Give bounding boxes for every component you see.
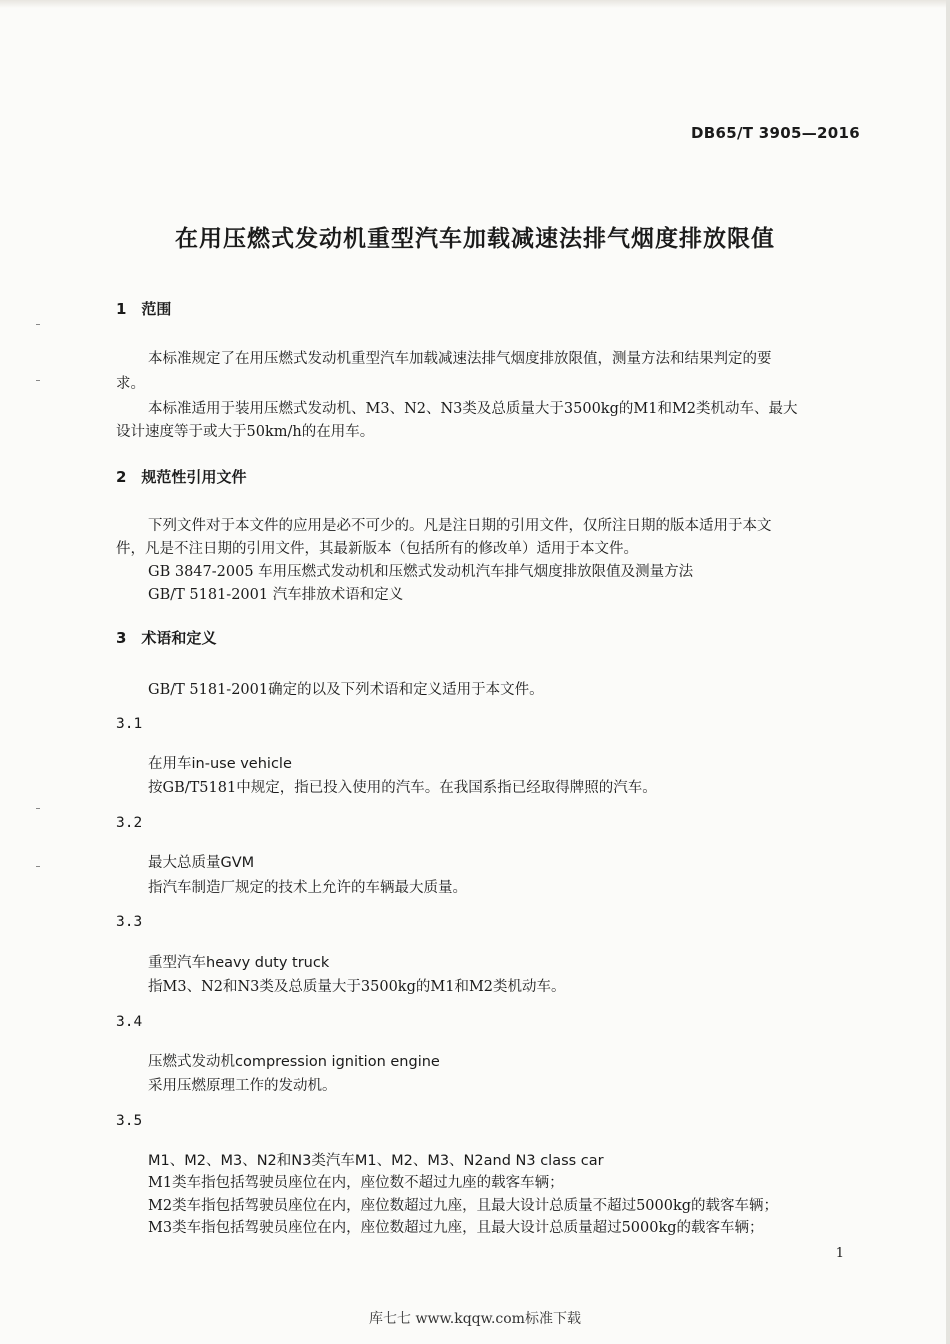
page-number: 1: [835, 1246, 844, 1261]
scan-shadow: [0, 0, 950, 8]
reference-2: GB/T 5181-2001 汽车排放术语和定义: [148, 587, 404, 603]
term-3-5-definition-line-3: M3类车指包括驾驶员座位在内，座位数超过九座，且最大设计总质量超过5000kg的载客车辆；: [148, 1220, 764, 1236]
section-1-heading: 1 范围: [116, 300, 172, 318]
document-number: DB65/T 3905—2016: [691, 124, 860, 142]
section-1-para-1-line-1: 本标准规定了在用压燃式发动机重型汽车加载减速法排气烟度排放限值，测量方法和结果判定的要: [148, 351, 772, 367]
section-1-para-1-line-2: 求。: [116, 376, 145, 392]
footer-watermark: 库七七 www.kqqw.com标准下载: [369, 1311, 581, 1327]
term-3-3-definition: 指M3、N2和N3类及总质量大于3500kg的M1和M2类机动车。: [148, 979, 566, 995]
term-3-1-title: 在用车in-use vehicle: [148, 756, 292, 772]
section-2-para-line-1: 下列文件对于本文件的应用是必不可少的。凡是注日期的引用文件，仅所注日期的版本适用于本文: [148, 518, 772, 534]
term-3-1-number: 3.1: [116, 716, 143, 732]
term-3-4-title: 压燃式发动机compression ignition engine: [148, 1054, 440, 1070]
page-title: 在用压燃式发动机重型汽车加载减速法排气烟度排放限值: [175, 226, 775, 252]
term-3-1-definition: 按GB/T5181中规定，指已投入使用的汽车。在我国系指已经取得牌照的汽车。: [148, 780, 657, 796]
section-3-intro: GB/T 5181-2001确定的以及下列术语和定义适用于本文件。: [148, 682, 544, 698]
scan-speck: [36, 808, 40, 809]
section-3-heading: 3 术语和定义: [116, 629, 217, 647]
reference-1: GB 3847-2005 车用压燃式发动机和压燃式发动机汽车排气烟度排放限值及测量方法: [148, 564, 694, 580]
term-3-2-definition: 指汽车制造厂规定的技术上允许的车辆最大质量。: [148, 880, 467, 896]
term-3-5-number: 3.5: [116, 1113, 143, 1129]
term-3-2-title: 最大总质量GVM: [148, 855, 255, 871]
section-2-para-line-2: 件，凡是不注日期的引用文件，其最新版本（包括所有的修改单）适用于本文件。: [116, 541, 638, 557]
term-3-2-number: 3.2: [116, 815, 143, 831]
scan-speck: [36, 380, 40, 381]
scan-speck: [36, 324, 40, 325]
term-3-5-definition-line-1: M1类车指包括驾驶员座位在内，座位数不超过九座的载客车辆；: [148, 1175, 564, 1191]
section-2-heading: 2 规范性引用文件: [116, 468, 247, 486]
term-3-5-definition-line-2: M2类车指包括驾驶员座位在内，座位数超过九座，且最大设计总质量不超过5000kg的载客车辆；: [148, 1198, 779, 1214]
term-3-4-definition: 采用压燃原理工作的发动机。: [148, 1078, 337, 1094]
term-3-5-title: M1、M2、M3、N2和N3类汽车M1、M2、M3、N2and N3 class car: [148, 1153, 604, 1169]
section-1-para-2-line-1: 本标准适用于装用压燃式发动机、M3、N2、N3类及总质量大于3500kg的M1和M2类机动车、最大: [148, 401, 798, 417]
term-3-3-title: 重型汽车heavy duty truck: [148, 955, 330, 971]
term-3-4-number: 3.4: [116, 1014, 143, 1030]
section-1-para-2-line-2: 设计速度等于或大于50km/h的在用车。: [116, 424, 375, 440]
scan-edge: [946, 0, 950, 1344]
term-3-3-number: 3.3: [116, 914, 143, 930]
scan-speck: [36, 866, 40, 867]
